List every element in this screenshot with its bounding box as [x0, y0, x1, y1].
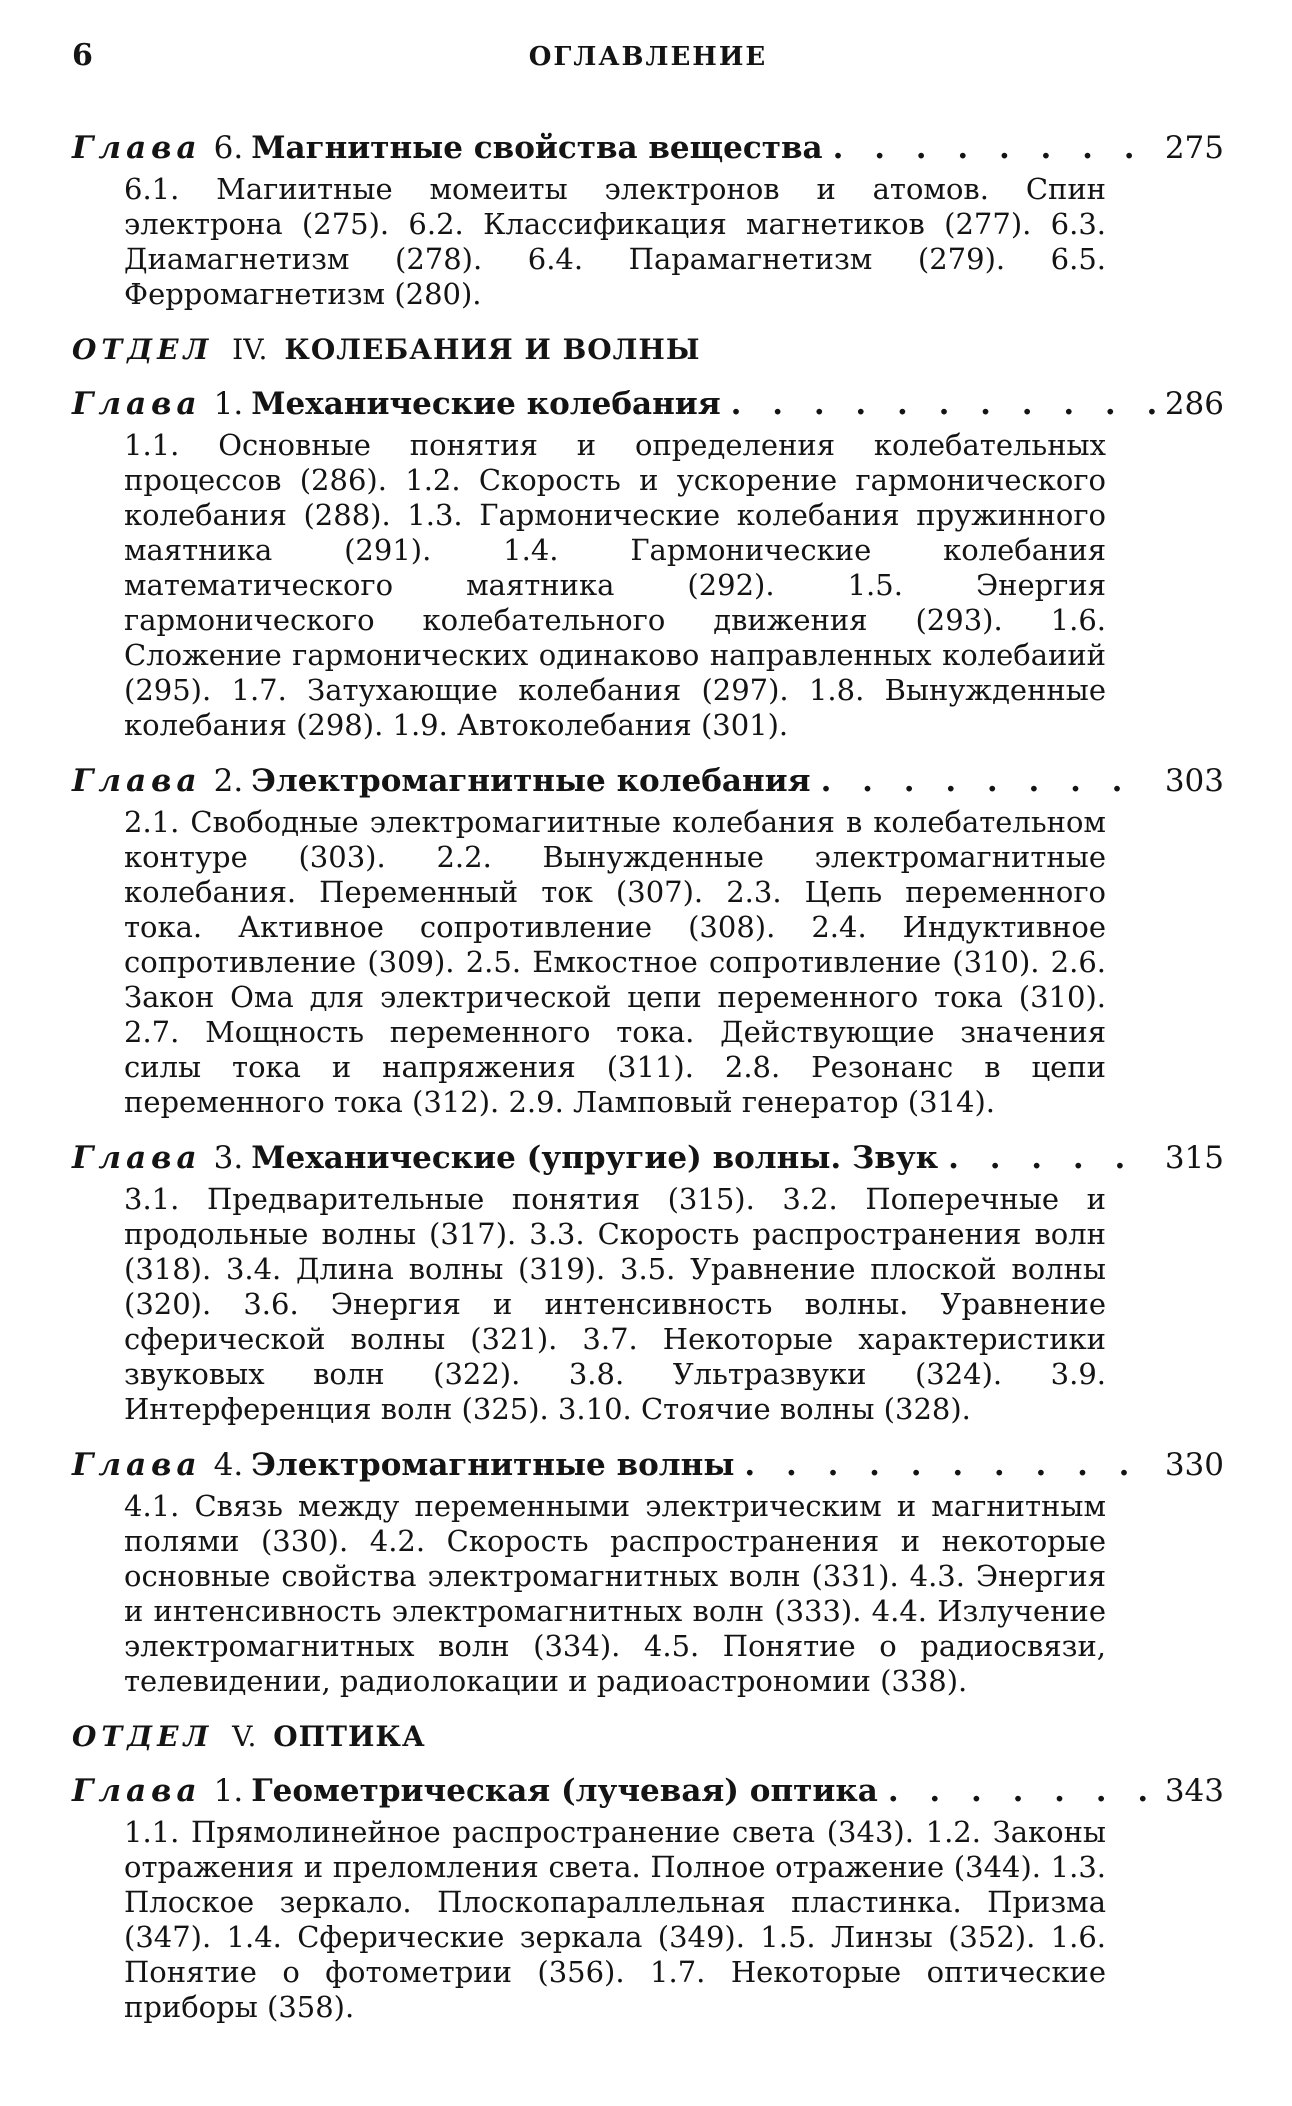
chapter-heading[interactable] — [72, 1138, 1224, 1178]
chapter-label: Глава — [72, 1140, 202, 1176]
section-label: ОТДЕЛ — [72, 333, 214, 366]
chapter-page-number: 286 — [1164, 386, 1224, 422]
toc-section-v[interactable] — [72, 1717, 1224, 1757]
chapter-contents: 4.1. Связь между переменными электрическим и магнитным полями (330). 4.2. Скорость распространения и некоторые основные свойства электромагнитных волн (331). 4.3. Энергия и интенсивность электромагнитных волн (333). 4.4. Излучение электромагнитных волн (334). 4.5. Понятие о радиосвязи, телевидении, радиолокации и радиоастрономии (338). — [124, 1489, 1106, 1698]
toc-entry-chapter-4 — [72, 1445, 1224, 1699]
chapter-heading[interactable] — [72, 128, 1224, 168]
running-title: ОГЛАВЛЕНИЕ — [528, 42, 768, 72]
dot-leader — [833, 128, 1155, 168]
dot-leader — [731, 384, 1155, 424]
chapter-page-number: 275 — [1164, 130, 1224, 166]
toc-entry-chapter-2 — [72, 761, 1224, 1120]
chapter-number: 1. — [213, 386, 244, 422]
toc-entry-chapter-3 — [72, 1138, 1224, 1427]
chapter-title: Механические (упругие) волны. Звук — [251, 1140, 939, 1176]
chapter-page-number: 330 — [1164, 1447, 1224, 1483]
chapter-title: Геометрическая (лучевая) оптика — [251, 1773, 878, 1809]
chapter-label: Глава — [72, 386, 202, 422]
chapter-label: Глава — [72, 130, 202, 166]
chapter-contents: 3.1. Предварительные понятия (315). 3.2. Поперечные и продольные волны (317). 3.3. Скорость распространения волн (318). 3.4. Длина волны (319). 3.5. Уравнение плоской волны (320). 3.6. Энергия и интенсивность волны. Уравнение сферической волны (321). 3.7. Некоторые характеристики звуковых волн (322). 3.8. Ультразвуки (324). 3.9. Интерференция волн (325). 3.10. Стоячие волны (328). — [124, 1182, 1106, 1426]
chapter-number: 2. — [213, 763, 244, 799]
section-number: V. — [232, 1720, 257, 1753]
dot-leader — [821, 761, 1155, 801]
chapter-heading[interactable] — [72, 761, 1224, 801]
section-number: IV. — [232, 333, 268, 366]
page-number: 6 — [72, 38, 93, 73]
chapter-number: 3. — [213, 1140, 244, 1176]
dot-leader — [948, 1138, 1155, 1178]
section-title: КОЛЕБАНИЯ И ВОЛНЫ — [284, 333, 701, 366]
chapter-number: 1. — [213, 1773, 244, 1809]
chapter-contents: 2.1. Свободные электромагиитные колебания в колебательном контуре (303). 2.2. Вынужденные электромагнитные колебания. Переменный ток (307). 2.3. Цепь переменного тока. Активное сопротивление (308). 2.4. Индуктивное сопротивление (309). 2.5. Емкостное сопротивление (310). 2.6. Закон Ома для электрической цепи переменного тока (310). 2.7. Мощность переменного тока. Действующие значения силы тока и напряжения (311). 2.8. Резонанс в цепи переменного тока (312). 2.9. Ламповый генератор (314). — [124, 805, 1106, 1119]
chapter-heading[interactable] — [72, 384, 1224, 424]
toc-section-iv[interactable] — [72, 330, 1224, 370]
page-header — [72, 36, 1224, 84]
chapter-title: Магнитные свойства вещества — [251, 130, 823, 166]
toc-entry-chapter-1-oscillations — [72, 384, 1224, 743]
section-title: ОПТИКА — [273, 1720, 426, 1753]
toc-page — [72, 36, 1224, 2043]
chapter-number: 4. — [213, 1447, 244, 1483]
dot-leader — [744, 1445, 1154, 1485]
chapter-label: Глава — [72, 763, 202, 799]
chapter-title: Электромагнитные волны — [251, 1447, 735, 1483]
chapter-contents: 1.1. Прямолинейное распространение света (343). 1.2. Законы отражения и преломления света. Полное отражение (344). 1.3. Плоское зеркало. Плоскопараллельная пластинка. Призма (347). 1.4. Сферические зеркала (349). 1.5. Линзы (352). 1.6. Понятие о фотометрии (356). 1.7. Некоторые оптические приборы (358). — [124, 1815, 1106, 2024]
chapter-heading[interactable] — [72, 1771, 1224, 1811]
chapter-contents: 1.1. Основные понятия и определения колебательных процессов (286). 1.2. Скорость и ускорение гармонического колебания (288). 1.3. Гармонические колебания пружинного маятника (291). 1.4. Гармонические колебания математического маятника (292). 1.5. Энергия гармонического колебательного движения (293). 1.6. Сложение гармонических одинаково направленных колебаиий (295). 1.7. Затухающие колебания (297). 1.8. Вынужденные колебания (298). 1.9. Автоколебания (301). — [124, 428, 1106, 742]
chapter-label: Глава — [72, 1447, 202, 1483]
toc-entry-chapter-1-optics — [72, 1771, 1224, 2025]
toc-entry-chapter-6 — [72, 128, 1224, 312]
chapter-page-number: 303 — [1164, 763, 1224, 799]
chapter-heading[interactable] — [72, 1445, 1224, 1485]
dot-leader — [888, 1771, 1155, 1811]
chapter-contents: 6.1. Магиитные момеиты электронов и атомов. Спин электрона (275). 6.2. Классификация магнетиков (277). 6.3. Диамагнетизм (278). 6.4. Парамагнетизм (279). 6.5. Ферромагнетизм (280). — [124, 172, 1106, 311]
chapter-title: Электромагнитные колебания — [251, 763, 811, 799]
section-label: ОТДЕЛ — [72, 1720, 214, 1753]
chapter-number: 6. — [213, 130, 244, 166]
chapter-page-number: 343 — [1164, 1773, 1224, 1809]
chapter-title: Механические колебания — [251, 386, 721, 422]
chapter-label: Глава — [72, 1773, 202, 1809]
chapter-page-number: 315 — [1164, 1140, 1224, 1176]
